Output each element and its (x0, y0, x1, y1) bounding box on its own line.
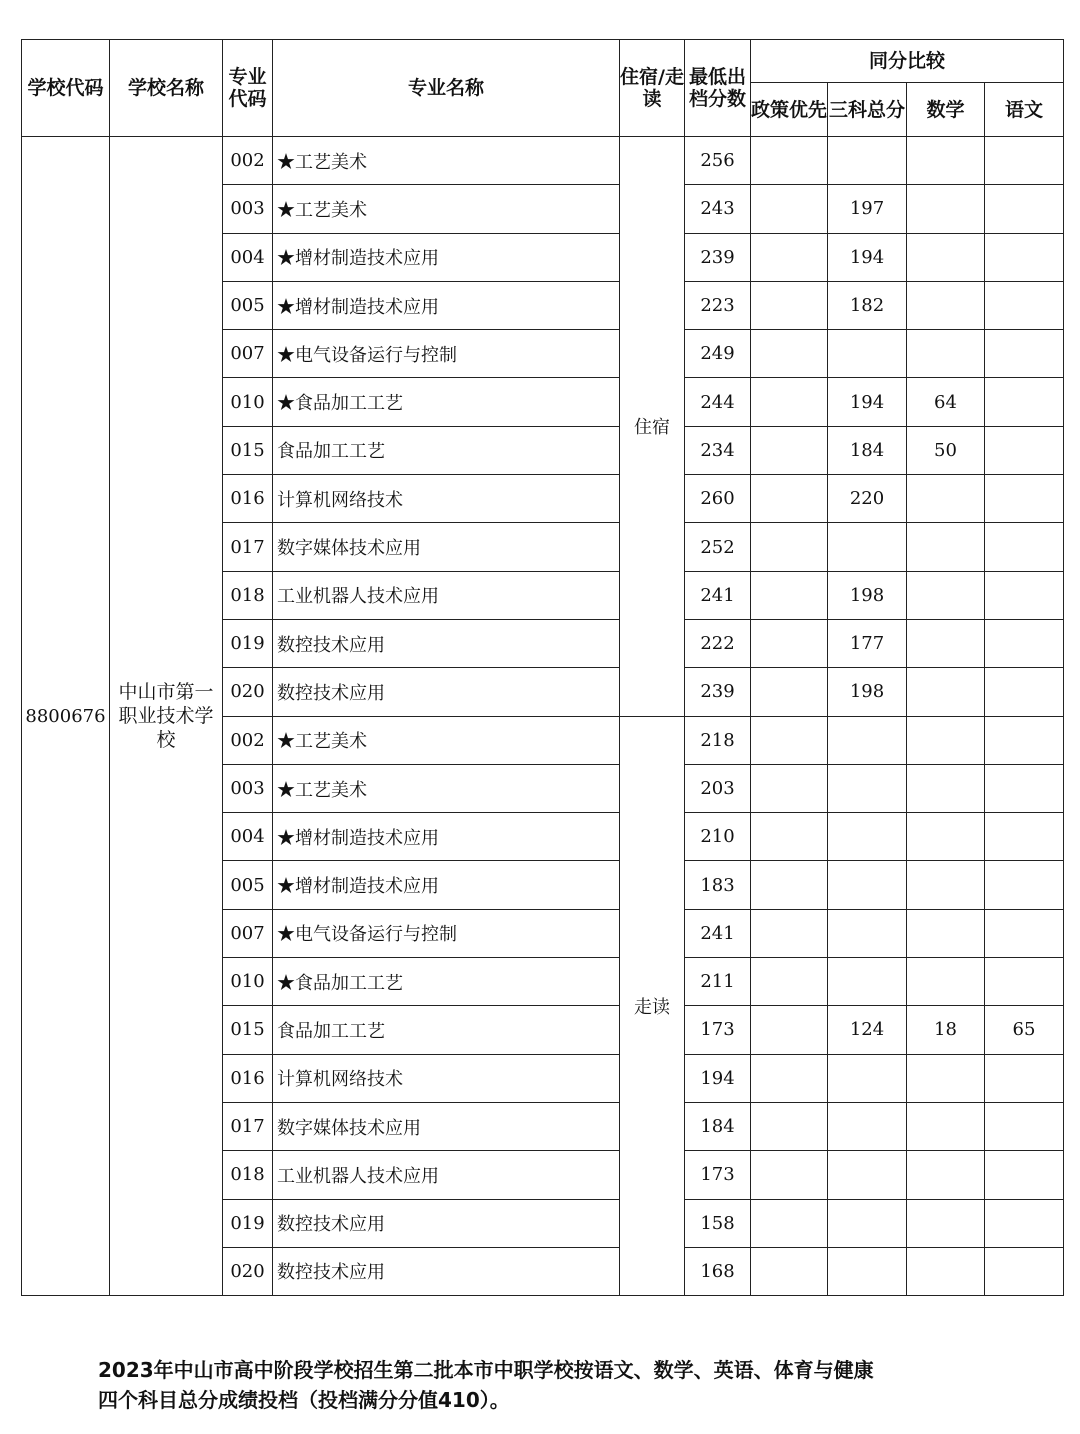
major-name-cell: ★工艺美术 (273, 716, 620, 764)
three-subject-total-cell (828, 1054, 907, 1102)
major-name-cell: ★工艺美术 (273, 764, 620, 812)
three-subject-total-cell (828, 330, 907, 378)
policy-priority-cell (751, 137, 828, 185)
major-code-cell: 007 (223, 909, 273, 957)
chinese-score-cell (985, 137, 1064, 185)
math-score-cell (907, 475, 985, 523)
major-name-cell: 数字媒体技术应用 (273, 1102, 620, 1150)
major-name-cell: ★工艺美术 (273, 137, 620, 185)
chinese-score-cell (985, 1247, 1064, 1295)
min-score-cell: 210 (685, 813, 751, 861)
major-name-cell: 数控技术应用 (273, 619, 620, 667)
major-name-cell: ★增材制造技术应用 (273, 281, 620, 329)
policy-priority-cell (751, 764, 828, 812)
math-score-cell (907, 330, 985, 378)
three-subject-total-cell (828, 813, 907, 861)
chinese-score-cell (985, 378, 1064, 426)
math-score-cell (907, 137, 985, 185)
math-score-cell (907, 668, 985, 716)
policy-priority-cell (751, 1102, 828, 1150)
policy-priority-cell (751, 1151, 828, 1199)
chinese-score-cell (985, 330, 1064, 378)
header-school-name: 学校名称 (110, 40, 223, 137)
math-score-cell (907, 185, 985, 233)
policy-priority-cell (751, 861, 828, 909)
table-body (22, 137, 1064, 1296)
chinese-score-cell (985, 233, 1064, 281)
three-subject-total-cell: 194 (828, 378, 907, 426)
three-subject-total-cell: 177 (828, 619, 907, 667)
policy-priority-cell (751, 619, 828, 667)
min-score-cell: 239 (685, 668, 751, 716)
major-name-cell: 计算机网络技术 (273, 1054, 620, 1102)
major-name-cell: ★增材制造技术应用 (273, 861, 620, 909)
chinese-score-cell (985, 764, 1064, 812)
major-code-cell: 007 (223, 330, 273, 378)
boarding-mode-cell: 走读 (620, 716, 685, 1296)
school-code-cell: 8800676 (22, 137, 110, 1296)
math-score-cell (907, 1199, 985, 1247)
three-subject-total-cell (828, 716, 907, 764)
chinese-score-cell (985, 909, 1064, 957)
major-code-cell: 016 (223, 1054, 273, 1102)
math-score-cell: 50 (907, 426, 985, 474)
header-chinese: 语文 (985, 83, 1064, 137)
major-code-cell: 017 (223, 1102, 273, 1150)
three-subject-total-cell (828, 958, 907, 1006)
major-code-cell: 010 (223, 958, 273, 1006)
three-subject-total-cell: 182 (828, 281, 907, 329)
min-score-cell: 244 (685, 378, 751, 426)
min-score-cell: 222 (685, 619, 751, 667)
min-score-cell: 223 (685, 281, 751, 329)
major-name-cell: 数控技术应用 (273, 1199, 620, 1247)
min-score-cell: 243 (685, 185, 751, 233)
header-boarding: 住宿/走读 (620, 40, 685, 137)
major-name-cell: 数控技术应用 (273, 668, 620, 716)
min-score-cell: 239 (685, 233, 751, 281)
major-code-cell: 017 (223, 523, 273, 571)
min-score-cell: 241 (685, 909, 751, 957)
three-subject-total-cell (828, 523, 907, 571)
header-major-code: 专业代码 (223, 40, 273, 137)
major-code-cell: 015 (223, 1006, 273, 1054)
major-code-cell: 005 (223, 281, 273, 329)
header-three-subject-total: 三科总分 (828, 83, 907, 137)
chinese-score-cell (985, 426, 1064, 474)
min-score-cell: 184 (685, 1102, 751, 1150)
min-score-cell: 218 (685, 716, 751, 764)
major-name-cell: 食品加工工艺 (273, 1006, 620, 1054)
math-score-cell (907, 716, 985, 764)
min-score-cell: 194 (685, 1054, 751, 1102)
min-score-cell: 203 (685, 764, 751, 812)
three-subject-total-cell (828, 1247, 907, 1295)
major-name-cell: 计算机网络技术 (273, 475, 620, 523)
policy-priority-cell (751, 1247, 828, 1295)
footer-note (98, 1355, 1018, 1415)
major-name-cell: 数字媒体技术应用 (273, 523, 620, 571)
major-code-cell: 005 (223, 861, 273, 909)
min-score-cell: 241 (685, 571, 751, 619)
chinese-score-cell: 65 (985, 1006, 1064, 1054)
policy-priority-cell (751, 716, 828, 764)
three-subject-total-cell (828, 1102, 907, 1150)
table-row (22, 137, 1064, 185)
three-subject-total-cell (828, 909, 907, 957)
three-subject-total-cell: 194 (828, 233, 907, 281)
policy-priority-cell (751, 475, 828, 523)
policy-priority-cell (751, 1199, 828, 1247)
major-code-cell: 004 (223, 233, 273, 281)
math-score-cell: 18 (907, 1006, 985, 1054)
min-score-cell: 173 (685, 1006, 751, 1054)
math-score-cell (907, 1102, 985, 1150)
policy-priority-cell (751, 281, 828, 329)
major-code-cell: 019 (223, 619, 273, 667)
major-code-cell: 003 (223, 764, 273, 812)
policy-priority-cell (751, 909, 828, 957)
chinese-score-cell (985, 1102, 1064, 1150)
three-subject-total-cell (828, 764, 907, 812)
chinese-score-cell (985, 185, 1064, 233)
major-code-cell: 018 (223, 1151, 273, 1199)
math-score-cell: 64 (907, 378, 985, 426)
math-score-cell (907, 909, 985, 957)
policy-priority-cell (751, 330, 828, 378)
major-name-cell: ★增材制造技术应用 (273, 233, 620, 281)
policy-priority-cell (751, 1006, 828, 1054)
math-score-cell (907, 1151, 985, 1199)
policy-priority-cell (751, 958, 828, 1006)
math-score-cell (907, 619, 985, 667)
header-major-name: 专业名称 (273, 40, 620, 137)
major-name-cell: 食品加工工艺 (273, 426, 620, 474)
major-name-cell: ★食品加工工艺 (273, 378, 620, 426)
min-score-cell: 173 (685, 1151, 751, 1199)
chinese-score-cell (985, 1151, 1064, 1199)
major-code-cell: 010 (223, 378, 273, 426)
major-code-cell: 020 (223, 668, 273, 716)
min-score-cell: 211 (685, 958, 751, 1006)
chinese-score-cell (985, 958, 1064, 1006)
policy-priority-cell (751, 523, 828, 571)
chinese-score-cell (985, 523, 1064, 571)
chinese-score-cell (985, 1054, 1064, 1102)
major-name-cell: ★食品加工工艺 (273, 958, 620, 1006)
three-subject-total-cell (828, 861, 907, 909)
chinese-score-cell (985, 571, 1064, 619)
major-code-cell: 002 (223, 716, 273, 764)
three-subject-total-cell: 124 (828, 1006, 907, 1054)
three-subject-total-cell: 198 (828, 571, 907, 619)
major-name-cell: 工业机器人技术应用 (273, 1151, 620, 1199)
chinese-score-cell (985, 813, 1064, 861)
chinese-score-cell (985, 619, 1064, 667)
header-policy-priority: 政策优先 (751, 83, 828, 137)
chinese-score-cell (985, 861, 1064, 909)
major-code-cell: 004 (223, 813, 273, 861)
policy-priority-cell (751, 378, 828, 426)
school-name-cell: 中山市第一职业技术学校 (110, 137, 223, 1296)
min-score-cell: 168 (685, 1247, 751, 1295)
three-subject-total-cell: 198 (828, 668, 907, 716)
policy-priority-cell (751, 571, 828, 619)
min-score-cell: 183 (685, 861, 751, 909)
math-score-cell (907, 281, 985, 329)
header-math: 数学 (907, 83, 985, 137)
policy-priority-cell (751, 233, 828, 281)
major-name-cell: ★工艺美术 (273, 185, 620, 233)
three-subject-total-cell: 184 (828, 426, 907, 474)
header-tie-break-group: 同分比较 (751, 40, 1064, 83)
min-score-cell: 158 (685, 1199, 751, 1247)
major-name-cell: ★电气设备运行与控制 (273, 909, 620, 957)
major-name-cell: ★电气设备运行与控制 (273, 330, 620, 378)
major-code-cell: 019 (223, 1199, 273, 1247)
math-score-cell (907, 571, 985, 619)
major-code-cell: 018 (223, 571, 273, 619)
math-score-cell (907, 813, 985, 861)
chinese-score-cell (985, 668, 1064, 716)
policy-priority-cell (751, 185, 828, 233)
math-score-cell (907, 861, 985, 909)
three-subject-total-cell (828, 137, 907, 185)
three-subject-total-cell: 220 (828, 475, 907, 523)
min-score-cell: 252 (685, 523, 751, 571)
policy-priority-cell (751, 813, 828, 861)
three-subject-total-cell (828, 1199, 907, 1247)
math-score-cell (907, 523, 985, 571)
chinese-score-cell (985, 716, 1064, 764)
major-code-cell: 020 (223, 1247, 273, 1295)
three-subject-total-cell: 197 (828, 185, 907, 233)
major-name-cell: ★增材制造技术应用 (273, 813, 620, 861)
header-min-score: 最低出档分数 (685, 40, 751, 137)
policy-priority-cell (751, 1054, 828, 1102)
major-code-cell: 002 (223, 137, 273, 185)
min-score-cell: 249 (685, 330, 751, 378)
major-name-cell: 工业机器人技术应用 (273, 571, 620, 619)
policy-priority-cell (751, 426, 828, 474)
chinese-score-cell (985, 1199, 1064, 1247)
policy-priority-cell (751, 668, 828, 716)
math-score-cell (907, 1054, 985, 1102)
chinese-score-cell (985, 475, 1064, 523)
math-score-cell (907, 764, 985, 812)
major-code-cell: 003 (223, 185, 273, 233)
chinese-score-cell (985, 281, 1064, 329)
footer-note-line-2: 四个科目总分成绩投档（投档满分分值410）。 (98, 1388, 510, 1412)
min-score-cell: 260 (685, 475, 751, 523)
major-code-cell: 016 (223, 475, 273, 523)
header-school-code: 学校代码 (22, 40, 110, 137)
boarding-mode-cell: 住宿 (620, 137, 685, 717)
min-score-cell: 234 (685, 426, 751, 474)
three-subject-total-cell (828, 1151, 907, 1199)
math-score-cell (907, 233, 985, 281)
min-score-cell: 256 (685, 137, 751, 185)
admission-score-table (21, 39, 1064, 1296)
math-score-cell (907, 1247, 985, 1295)
math-score-cell (907, 958, 985, 1006)
major-name-cell: 数控技术应用 (273, 1247, 620, 1295)
footer-note-line-1: 2023年中山市高中阶段学校招生第二批本市中职学校按语文、数学、英语、体育与健康 (98, 1358, 874, 1382)
major-code-cell: 015 (223, 426, 273, 474)
